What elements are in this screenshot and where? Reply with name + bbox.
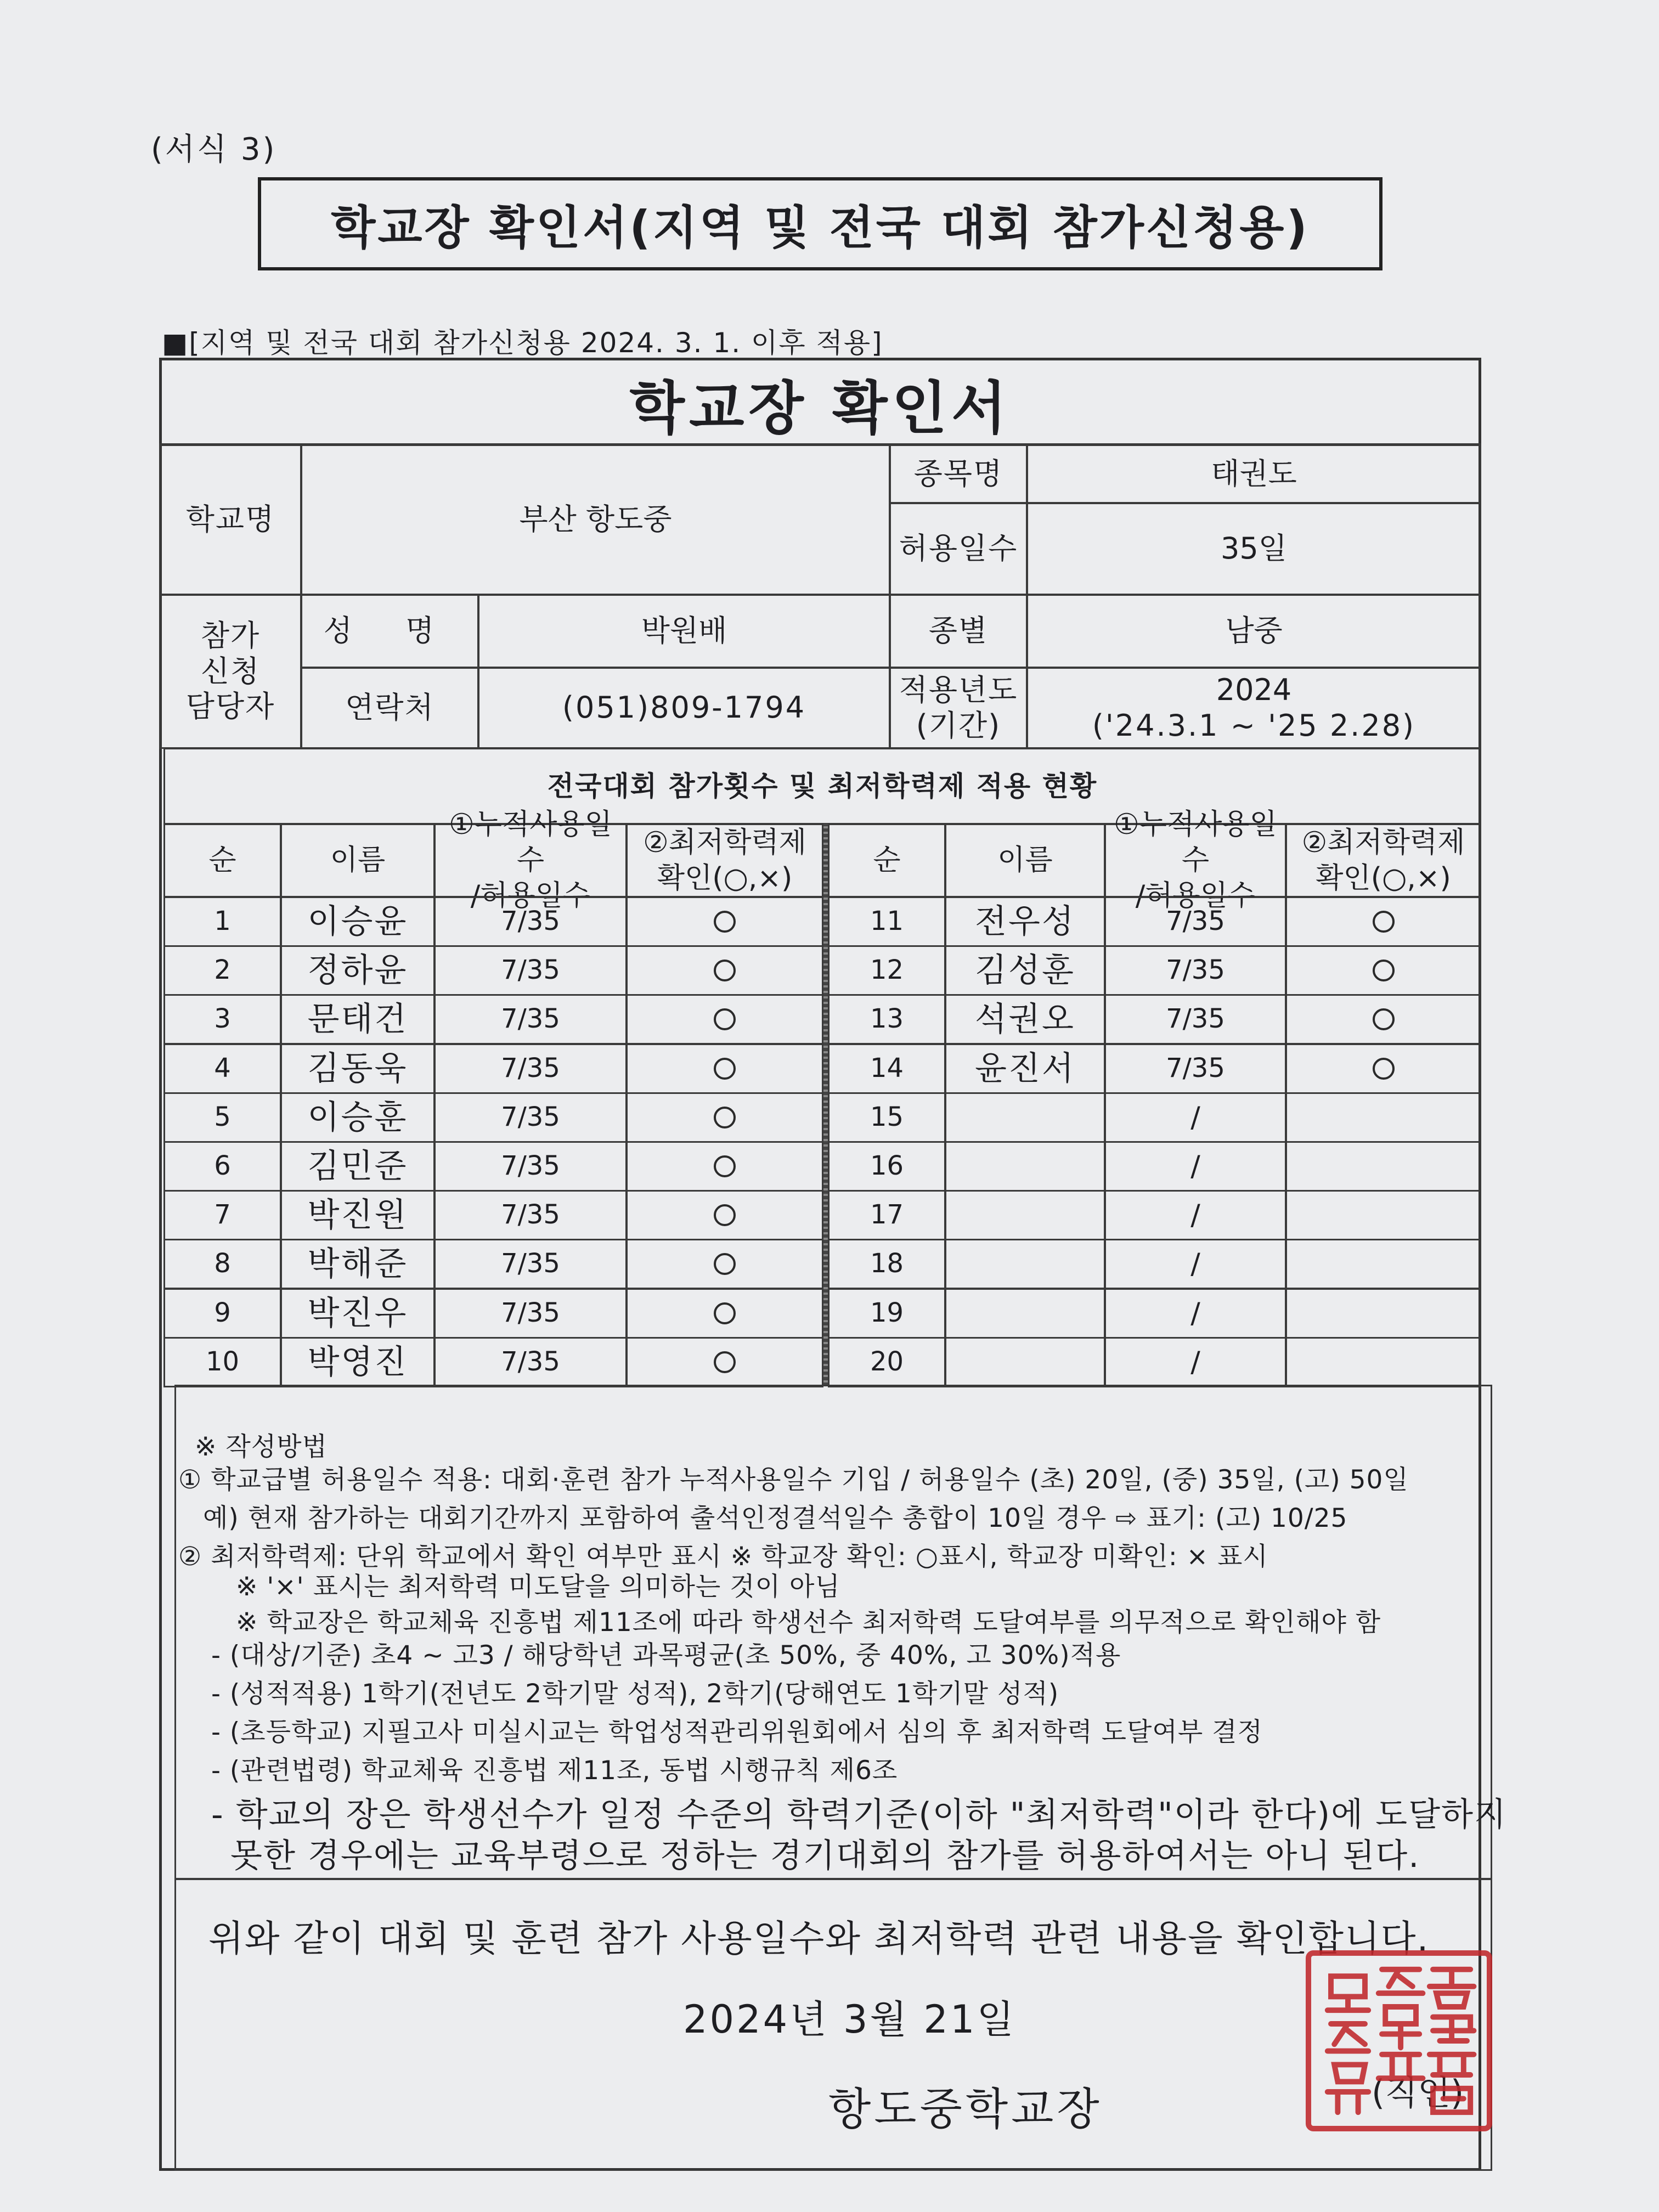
- document-title: 학교장 확인서(지역 및 전국 대회 참가신청용): [258, 177, 1383, 270]
- left-row-9-days: 7/35: [434, 1288, 627, 1339]
- note-line-6: ※ 학교장은 학교체육 진흥법 제11조에 따라 학생선수 최저학력 도달여부를 의무적으로 확인해야 함: [236, 1607, 1381, 1638]
- right-row-16-no: 16: [828, 1141, 946, 1192]
- circle-mark-icon: [714, 960, 736, 981]
- note-line-1: ※ 작성방법: [195, 1432, 328, 1462]
- left-row-4-check: [626, 1043, 823, 1094]
- left-row-6-check: [626, 1141, 823, 1192]
- seal-placeholder-label: (직인): [1372, 2073, 1464, 2113]
- left-row-10-days: 7/35: [434, 1337, 627, 1387]
- year-value: 2024: [1216, 672, 1292, 707]
- period-value: ('24.3.1 ~ '25 2.28): [1092, 708, 1416, 743]
- left-row-5-name: 이승훈: [280, 1092, 435, 1143]
- right-row-14-check: [1285, 1043, 1481, 1094]
- left-row-8-days: 7/35: [434, 1239, 627, 1289]
- left-row-2-name: 정하윤: [280, 945, 435, 996]
- left-row-2-no: 2: [163, 945, 281, 996]
- right-row-20-check: [1285, 1337, 1481, 1387]
- left-row-6-name: 김민준: [280, 1141, 435, 1192]
- status-table-caption: 전국대회 참가횟수 및 최저학력제 적용 현황: [163, 748, 1481, 825]
- circle-mark-icon: [714, 1107, 736, 1128]
- confirmation-text: 위와 같이 대회 및 훈련 참가 사용일수와 최저학력 관련 내용을 확인합니다.: [208, 1917, 1430, 1960]
- left-row-10-check: [626, 1337, 823, 1387]
- left-row-1-name: 이승윤: [280, 896, 435, 947]
- circle-mark-icon: [714, 1204, 736, 1226]
- left-row-7-check: [626, 1190, 823, 1240]
- right-row-18-no: 18: [828, 1239, 946, 1289]
- year-label: 적용년도 (기간): [889, 667, 1028, 749]
- left-row-7-days: 7/35: [434, 1190, 627, 1240]
- right-row-19-name: [945, 1288, 1105, 1339]
- right-row-14-name: 윤진서: [945, 1043, 1105, 1094]
- left-row-8-check: [626, 1239, 823, 1289]
- allowed-days-value: 35일: [1026, 503, 1481, 595]
- sport-label: 종목명: [889, 444, 1028, 504]
- right-row-15-name: [945, 1092, 1105, 1143]
- left-row-3-no: 3: [163, 994, 281, 1045]
- right-row-18-name: [945, 1239, 1105, 1289]
- circle-mark-icon: [714, 1351, 736, 1373]
- right-row-20-days: /: [1104, 1337, 1286, 1387]
- left-row-6-days: 7/35: [434, 1141, 627, 1192]
- right-row-15-check: [1285, 1092, 1481, 1143]
- left-row-5-no: 5: [163, 1092, 281, 1143]
- left-row-10-no: 10: [163, 1337, 281, 1387]
- right-row-19-check: [1285, 1288, 1481, 1339]
- right-row-17-name: [945, 1190, 1105, 1240]
- right-row-13-name: 석권오: [945, 994, 1105, 1045]
- note-line-11: - 학교의 장은 학생선수가 일정 수준의 학력기준(이하 "최저학력"이라 한다)에 도달하지: [211, 1796, 1507, 1834]
- left-row-8-name: 박해준: [280, 1239, 435, 1289]
- left-row-1-check: [626, 896, 823, 947]
- note-line-10: - (관련법령) 학교체육 진흥법 제11조, 동법 시행규칙 제6조: [211, 1756, 898, 1786]
- note-line-12: 못한 경우에는 교육부령으로 정하는 경기대회의 참가를 허용하여서는 아니 된다.: [230, 1837, 1420, 1875]
- header-days-right: ①누적사용일수 /허용일수: [1104, 823, 1286, 898]
- name-value: 박원배: [478, 594, 890, 668]
- right-row-14-no: 14: [828, 1043, 946, 1094]
- note-line-9: - (초등학교) 지필고사 미실시교는 학업성적관리위원회에서 심의 후 최저학력 도달여부 결정: [211, 1717, 1263, 1747]
- right-row-18-check: [1285, 1239, 1481, 1289]
- left-row-4-days: 7/35: [434, 1043, 627, 1094]
- right-row-12-check: [1285, 945, 1481, 996]
- main-title: 학교장 확인서: [629, 375, 1011, 442]
- school-name-label: 학교명: [159, 444, 302, 595]
- left-row-4-name: 김동욱: [280, 1043, 435, 1094]
- note-line-8: - (성적적용) 1학기(전년도 2학기말 성적), 2학기(당해연도 1학기말 성적): [211, 1679, 1059, 1709]
- sport-value: 태권도: [1026, 444, 1481, 504]
- right-row-16-check: [1285, 1141, 1481, 1192]
- left-row-9-no: 9: [163, 1288, 281, 1339]
- right-row-13-no: 13: [828, 994, 946, 1045]
- circle-mark-icon: [714, 1302, 736, 1324]
- right-row-18-days: /: [1104, 1239, 1286, 1289]
- phone-value: (051)809-1794: [478, 667, 890, 749]
- circle-mark-icon: [714, 1058, 736, 1080]
- left-row-6-no: 6: [163, 1141, 281, 1192]
- allowed-days-label: 허용일수: [889, 503, 1028, 595]
- header-check-right: ②최저학력제 확인(○,×): [1285, 823, 1481, 898]
- form-number: (서식 3): [151, 132, 277, 167]
- category-value: 남중: [1026, 594, 1481, 668]
- left-row-2-days: 7/35: [434, 945, 627, 996]
- right-row-11-no: 11: [828, 896, 946, 947]
- name-label: 성 명: [301, 594, 479, 668]
- circle-mark-icon: [714, 1008, 736, 1030]
- left-row-1-days: 7/35: [434, 896, 627, 947]
- right-row-11-check: [1285, 896, 1481, 947]
- note-line-5: ※ '×' 표시는 최저학력 미도달을 의미하는 것이 아님: [236, 1572, 840, 1602]
- right-row-13-days: 7/35: [1104, 994, 1286, 1045]
- right-row-15-no: 15: [828, 1092, 946, 1143]
- phone-label: 연락처: [301, 667, 479, 749]
- left-row-7-no: 7: [163, 1190, 281, 1240]
- header-no-right: 순: [828, 823, 946, 898]
- header-check-left: ②최저학력제 확인(○,×): [626, 823, 823, 898]
- right-row-17-check: [1285, 1190, 1481, 1240]
- left-row-7-name: 박진원: [280, 1190, 435, 1240]
- left-row-10-name: 박영진: [280, 1337, 435, 1387]
- left-row-5-check: [626, 1092, 823, 1143]
- right-row-19-no: 19: [828, 1288, 946, 1339]
- year-cell: [1026, 667, 1481, 749]
- applicability-note: ■[지역 및 전국 대회 참가신청용 2024. 3. 1. 이후 적용]: [162, 327, 883, 359]
- category-label: 종별: [889, 594, 1028, 668]
- right-row-15-days: /: [1104, 1092, 1286, 1143]
- right-row-12-name: 김성훈: [945, 945, 1105, 996]
- left-row-3-name: 문태건: [280, 994, 435, 1045]
- official-seal-stamp: [1306, 1950, 1492, 2131]
- right-row-12-no: 12: [828, 945, 946, 996]
- header-name-left: 이름: [280, 823, 435, 898]
- right-row-16-days: /: [1104, 1141, 1286, 1192]
- right-row-20-name: [945, 1337, 1105, 1387]
- note-line-7: - (대상/기준) 초4 ~ 고3 / 해당학년 과목평균(초 50%, 중 40%, 고 30%)적용: [211, 1640, 1121, 1671]
- circle-mark-icon: [1373, 1058, 1395, 1080]
- confirmation-date: 2024년 3월 21일: [683, 1997, 1017, 2042]
- right-row-12-days: 7/35: [1104, 945, 1286, 996]
- left-row-3-check: [626, 994, 823, 1045]
- left-row-9-check: [626, 1288, 823, 1339]
- circle-mark-icon: [1373, 911, 1395, 933]
- note-line-4: ② 최저학력제: 단위 학교에서 확인 여부만 표시 ※ 학교장 확인: ○표시, 학교장 미확인: × 표시: [178, 1542, 1268, 1572]
- right-row-19-days: /: [1104, 1288, 1286, 1339]
- header-name-right: 이름: [945, 823, 1105, 898]
- circle-mark-icon: [1373, 960, 1395, 981]
- right-row-14-days: 7/35: [1104, 1043, 1286, 1094]
- right-row-20-no: 20: [828, 1337, 946, 1387]
- contact-person-label: 참가 신청 담당자: [159, 594, 302, 749]
- note-line-3: 예) 현재 참가하는 대회기간까지 포함하여 출석인정결석일수 총합이 10일 경우 ⇨ 표기: (고) 10/25: [203, 1503, 1348, 1533]
- principal-signature: 항도중학교장: [828, 2084, 1103, 2135]
- header-no-left: 순: [163, 823, 281, 898]
- note-line-2: ① 학교급별 허용일수 적용: 대회·훈련 참가 누적사용일수 기입 / 허용일수 (초) 20일, (중) 35일, (고) 50일: [178, 1465, 1409, 1495]
- left-row-3-days: 7/35: [434, 994, 627, 1045]
- left-row-1-no: 1: [163, 896, 281, 947]
- school-name-value: 부산 항도중: [301, 444, 890, 595]
- right-row-13-check: [1285, 994, 1481, 1045]
- right-row-17-no: 17: [828, 1190, 946, 1240]
- left-row-5-days: 7/35: [434, 1092, 627, 1143]
- right-row-11-name: 전우성: [945, 896, 1105, 947]
- right-row-17-days: /: [1104, 1190, 1286, 1240]
- left-row-4-no: 4: [163, 1043, 281, 1094]
- right-row-11-days: 7/35: [1104, 896, 1286, 947]
- circle-mark-icon: [714, 1155, 736, 1177]
- left-row-2-check: [626, 945, 823, 996]
- circle-mark-icon: [714, 1253, 736, 1275]
- right-row-16-name: [945, 1141, 1105, 1192]
- circle-mark-icon: [1373, 1008, 1395, 1030]
- circle-mark-icon: [714, 911, 736, 933]
- header-days-left: ①누적사용일수 /허용일수: [434, 823, 627, 898]
- center-divider: [823, 823, 828, 1386]
- seal-glyph-icon: [1311, 1956, 1487, 2126]
- left-row-9-name: 박진우: [280, 1288, 435, 1339]
- left-row-8-no: 8: [163, 1239, 281, 1289]
